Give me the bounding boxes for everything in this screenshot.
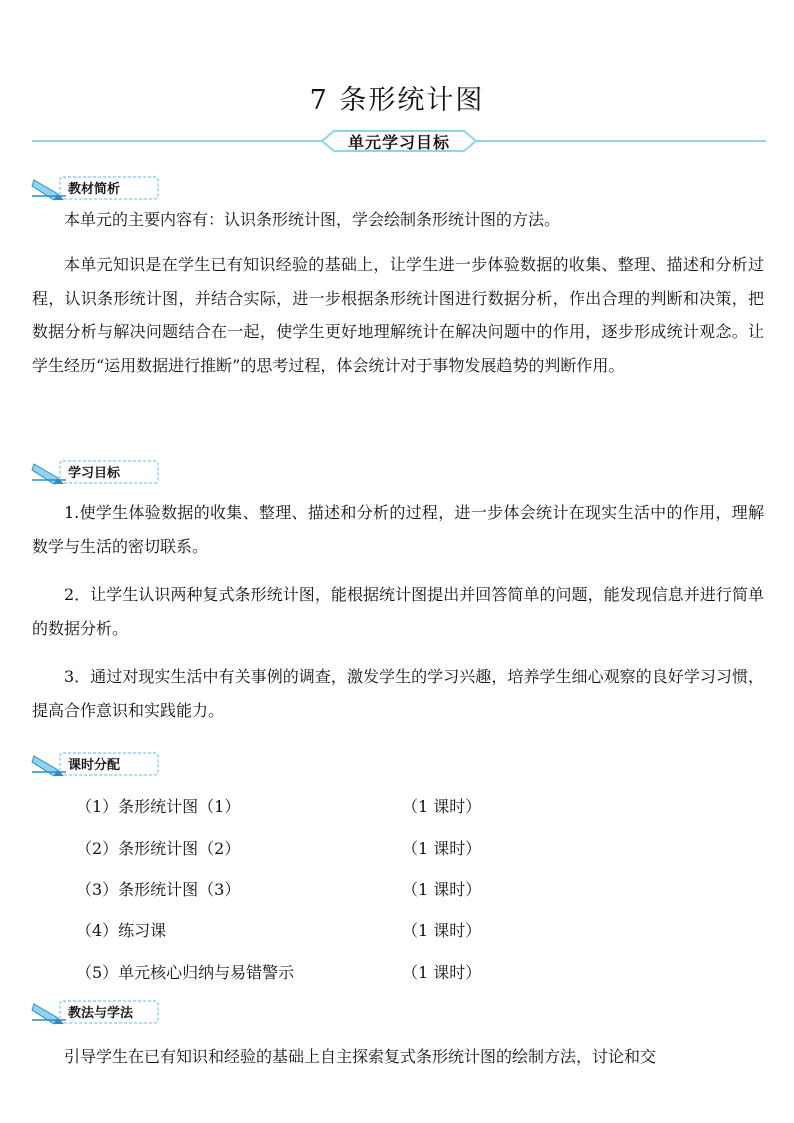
paragraph: 引导学生在已有知识和经验的基础上自主探索复式条形统计图的绘制方法，讨论和交: [64, 1047, 657, 1066]
section-label: 教材简析: [68, 182, 121, 197]
goal-item: 3．通过对现实生活中有关事例的调查，激发学生的学习兴趣，培养学生细心观察的良好学习习惯，提高合作意识和实践能力。: [32, 667, 764, 720]
section-label: 学习目标: [68, 466, 121, 481]
section-heading-textbook: [30, 174, 170, 202]
lesson-hours: （1 课时）: [402, 880, 482, 899]
banner-label: 单元学习目标: [347, 133, 450, 152]
schedule-row: [0, 960, 794, 984]
goal-item: 2．让学生认识两种复式条形统计图，能根据统计图提出并回答简单的问题，能发现信息并进行简单的数据分析。: [32, 585, 764, 638]
page-title: 7 条形统计图: [309, 85, 485, 116]
schedule-row: [0, 836, 794, 860]
paragraph: 本单元的主要内容有：认识条形统计图，学会绘制条形统计图的方法。: [64, 210, 561, 229]
lesson-name: （4）练习课: [76, 921, 167, 940]
schedule-row: [0, 918, 794, 942]
schedule-row: [0, 794, 794, 818]
lesson-name: （3）条形统计图（3）: [76, 880, 241, 899]
section-heading-methods: [30, 998, 170, 1026]
lesson-name: （5）单元核心归纳与易错警示: [76, 963, 295, 982]
section-label: 课时分配: [68, 758, 121, 773]
section-heading-schedule: [30, 750, 170, 778]
section-heading-goals: [30, 458, 170, 486]
lesson-hours: （1 课时）: [402, 921, 482, 940]
unit-goals-banner: [32, 126, 732, 156]
schedule-row: [0, 877, 794, 901]
section-label: 教法与学法: [68, 1006, 134, 1021]
lesson-hours: （1 课时）: [402, 797, 482, 816]
paragraph: 本单元知识是在学生已有知识经验的基础上，让学生进一步体验数据的收集、整理、描述和分析过程，认识条形统计图，并结合实际，进一步根据条形统计图进行数据分析，作出合理的判断和决策，把数据分析与解决问题结合在一起，使学生更好地理解统计在解决问题中的作用，逐步形成统计观念。让学生经历“运用数据进行推断”的思考过程，体会统计对于事物发展趋势的判断作用。: [32, 255, 764, 375]
goal-item: 1.使学生体验数据的收集、整理、描述和分析的过程，进一步体会统计在现实生活中的作用，理解数学与生活的密切联系。: [32, 503, 764, 556]
lesson-hours: （1 课时）: [402, 963, 482, 982]
lesson-hours: （1 课时）: [402, 839, 482, 858]
lesson-name: （2）条形统计图（2）: [76, 839, 241, 858]
lesson-name: （1）条形统计图（1）: [76, 797, 241, 816]
